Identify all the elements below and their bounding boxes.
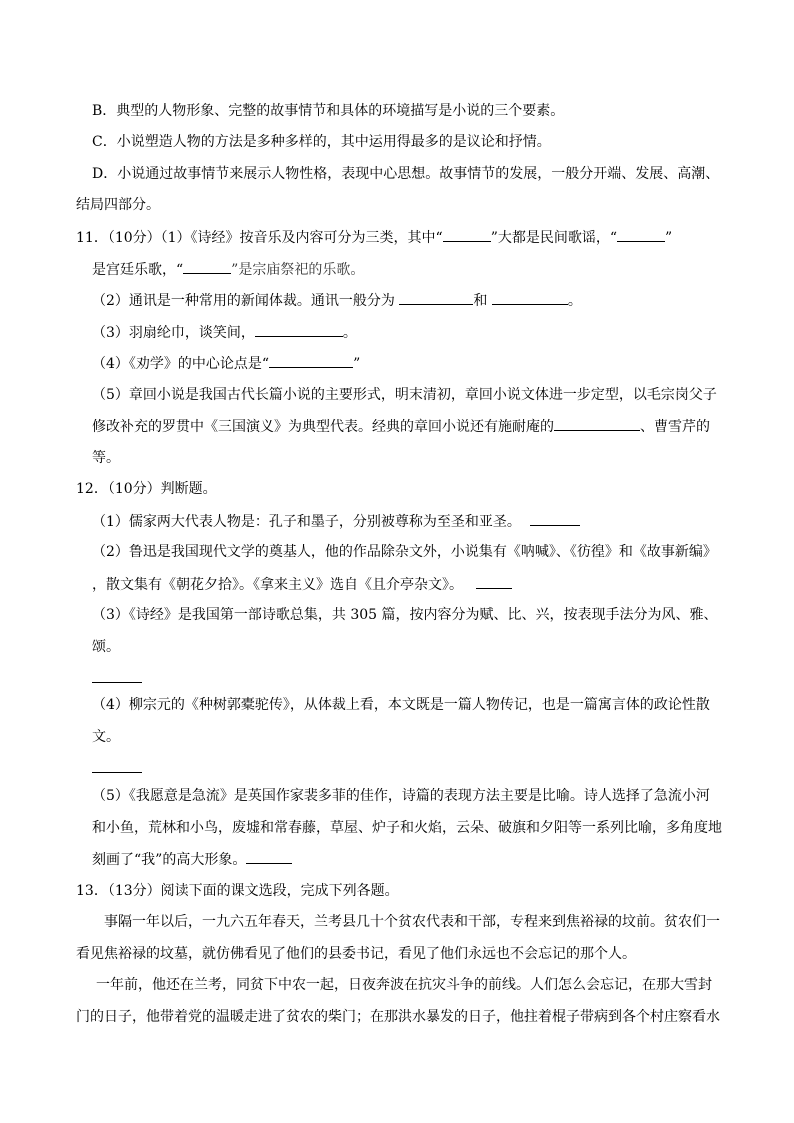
q12-part2-line1: （2）鲁迅是我国现代文学的奠基人，他的作品除杂文外，小说集有《呐喊》、《彷徨》和《故事新编》 xyxy=(92,544,717,560)
q13-head: 13．（13分）阅读下面的课文选段，完成下列各题。 xyxy=(76,883,399,899)
q12-blank-5[interactable] xyxy=(246,849,292,864)
q12-head: 12．（10分）判断题。 xyxy=(76,481,217,497)
q11-p4-text-b: ” xyxy=(353,356,361,372)
q11-p5-text-b: 、曹雪芹的 xyxy=(640,419,710,435)
choice-b: B．典型的人物形象、完整的故事情节和具体的环境描写是小说的三个要素。 xyxy=(92,103,565,119)
q12-blank-1[interactable] xyxy=(530,511,580,526)
q11-part5-line3: 等。 xyxy=(92,450,120,466)
choice-d-line2: 结局四部分。 xyxy=(76,197,160,213)
q11-p3-text-b: 。 xyxy=(342,325,357,341)
q12-part3-blank-line xyxy=(92,668,142,689)
q12-part4-line1: （4）柳宗元的《种树郭橐驼传》，从体裁上看，本文既是一篇人物传记，也是一篇寓言体的政论性散 xyxy=(92,697,710,713)
q11-part2 xyxy=(92,290,582,311)
q12-part5-line1: （5）《我愿意是急流》是英国作家裴多菲的佳作，诗篇的表现方法主要是比喻。诗人选择了急流小河 xyxy=(92,788,710,804)
q11-blank-7[interactable] xyxy=(269,353,353,368)
q12-part5-line2: 和小鱼，荒林和小鸟，废墟和常春藤，草屋、炉子和火焰，云朵、破旗和夕阳等一系列比喻，多角度地 xyxy=(92,820,722,836)
q12-part4-blank-line xyxy=(92,758,142,779)
q11-head-text-a: 11．（10分）（1）《诗经》按音乐及内容可分为三类，其中“ xyxy=(76,230,443,246)
q11-head-text-b: ”大都是民间歌谣，“ xyxy=(490,230,618,246)
q11-head xyxy=(76,227,672,248)
q13-para1-line2: 看见焦裕禄的坟墓，就仿佛看见了他们的县委书记，看见了他们永远也不会忘记的那个人。 xyxy=(76,946,636,962)
q12-p5-text: 刻画了“我”的高大形象。 xyxy=(92,852,247,868)
choice-c: C．小说塑造人物的方法是多种多样的，其中运用得最多的是议论和抒情。 xyxy=(92,134,551,150)
q13-para2-line1: 一年前，他还在兰考，同贫下中农一起，日夜奔波在抗灾斗争的前线。人们怎么会忘记，在那大雪封 xyxy=(96,977,712,993)
q11-part5-line1: （5）章回小说是我国古代长篇小说的主要形式，明末清初，章回小说文体进一步定型，以毛宗岗父子 xyxy=(92,387,717,403)
q11-p2-text-a: （2）通讯是一种常用的新闻体裁。通讯一般分为 xyxy=(92,293,395,309)
q11-blank-2[interactable] xyxy=(617,227,665,242)
q11-cont-text-a: 是宫廷乐歌，“ xyxy=(92,262,184,278)
q13-para2-line2: 门的日子，他带着党的温暖走进了贫农的柴门；在那洪水暴发的日子，他拄着棍子带病到各个村庄察看水 xyxy=(76,1009,720,1025)
q11-p4-text-a: （4）《劝学》的中心论点是“ xyxy=(92,356,270,372)
q11-part4 xyxy=(92,353,360,374)
q11-blank-1[interactable] xyxy=(443,227,491,242)
q12-part4-line2: 文。 xyxy=(92,729,120,745)
q11-p5-text-a: 修改补充的罗贯中《三国演义》为典型代表。经典的章回小说还有施耐庵的 xyxy=(92,419,554,435)
q11-cont-text-b: ”是宗庙祭祀的乐歌。 xyxy=(231,262,365,278)
q12-blank-4[interactable] xyxy=(92,758,142,773)
q12-part3-line2: 颂。 xyxy=(92,639,120,655)
q12-part5-line3 xyxy=(92,849,292,870)
q11-head-text-c: ” xyxy=(665,230,673,246)
q11-p2-text-c: 。 xyxy=(567,293,582,309)
q12-p1-text: （1）儒家两大代表人物是：孔子和墨子，分别被尊称为至圣和亚圣。 xyxy=(92,514,521,530)
q12-part1 xyxy=(92,511,580,532)
q11-blank-8[interactable] xyxy=(554,416,640,431)
q12-part3-line1: （3）《诗经》是我国第一部诗歌总集，共 305 篇，按内容分为赋、比、兴，按表现手法分为风、雅、 xyxy=(92,607,718,623)
q13-para1-line1: 事隔一年以后，一九六五年春天，兰考县几十个贫农代表和干部，专程来到焦裕禄的坟前。贫农们一 xyxy=(104,914,720,930)
q11-blank-3[interactable] xyxy=(183,259,231,274)
q12-p2-text: ，散文集有《朝花夕拾》。《拿来主义》选自《且介亭杂文》。 xyxy=(92,577,463,593)
q11-cont xyxy=(92,259,364,280)
q11-blank-5[interactable] xyxy=(492,290,568,305)
q11-blank-6[interactable] xyxy=(255,322,343,337)
q11-blank-4[interactable] xyxy=(399,290,473,305)
q11-part3 xyxy=(92,322,357,343)
q12-blank-2[interactable] xyxy=(476,574,512,589)
q11-p2-text-b: 和 xyxy=(473,293,488,309)
q12-part2-line2 xyxy=(92,574,512,595)
choice-d-line1: D．小说通过故事情节来展示人物性格，表现中心思想。故事情节的发展，一般分开端、发展、高潮、 xyxy=(92,166,720,182)
q12-blank-3[interactable] xyxy=(92,668,142,683)
q11-p3-text-a: （3）羽扇纶巾，谈笑间， xyxy=(92,325,255,341)
q11-part5-line2 xyxy=(92,416,710,437)
